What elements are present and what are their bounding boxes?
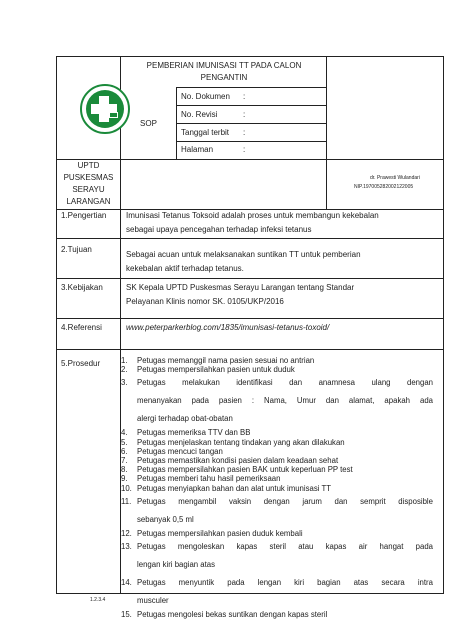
procedure-step-text: Petugas memastikan kondisi pasien dalam keadaan sehat xyxy=(137,456,339,466)
procedure-step-number: 9. xyxy=(121,474,128,484)
procedure-step xyxy=(121,456,433,465)
procedure-step-text: Petugas memeriksa TTV dan BB xyxy=(137,428,251,438)
section-referensi-label: 4.Referensi xyxy=(61,323,102,332)
header-bottom-line xyxy=(57,159,443,160)
procedure-list xyxy=(121,356,433,619)
section-referensi-link[interactable]: www.peterparkerblog.com/1835/imunisasi-tetanus-toxoid/ xyxy=(126,323,330,332)
body-row-line-4 xyxy=(57,349,443,350)
doc-title-line1: PEMBERIAN IMUNISASI TT PADA CALON xyxy=(146,61,302,70)
procedure-step-number: 6. xyxy=(121,446,128,456)
sop-label: SOP xyxy=(140,119,157,128)
procedure-step-continuation: lengan kiri bagian atas xyxy=(137,560,216,570)
field-tanggal-terbit-sep: : xyxy=(243,128,246,137)
procedure-step-number: 15. xyxy=(121,610,132,620)
org-line-2: PUSKESMAS xyxy=(63,173,114,182)
field-halaman-sep: : xyxy=(243,145,246,154)
section-tujuan-line1: Sebagai acuan untuk melaksanakan suntikan TT untuk pemberian xyxy=(126,250,361,259)
doc-title-line2: PENGANTIN xyxy=(200,73,248,82)
org-line-4: LARANGAN xyxy=(66,197,111,206)
body-row-line-1 xyxy=(57,238,443,239)
procedure-step-number: 14. xyxy=(121,578,132,588)
procedure-step xyxy=(121,610,433,619)
row-line-4 xyxy=(176,141,326,142)
procedure-step-number: 4. xyxy=(121,428,128,438)
signature-divider xyxy=(326,159,327,209)
procedure-step xyxy=(121,474,433,483)
procedure-step xyxy=(121,574,433,610)
procedure-step-number: 8. xyxy=(121,465,128,475)
procedure-step-continuation: menanyakan pada pasien : Nama, Umur dan alamat, apakah ada xyxy=(137,396,433,406)
procedure-step-number: 5. xyxy=(121,437,128,447)
procedure-step-number: 13. xyxy=(121,542,132,552)
body-row-line-2 xyxy=(57,278,443,279)
field-no-dokumen-sep: : xyxy=(243,92,246,101)
procedure-step-text: Petugas mempersilahkan pasien duduk kembali xyxy=(137,528,303,538)
section-tujuan-line2: kekebalan aktif terhadap tetanus. xyxy=(126,264,244,273)
procedure-step-text: Petugas menyuntik pada lengan kiri bagian atas secara intra xyxy=(137,578,433,588)
org-line-3: SERAYU xyxy=(72,185,105,194)
field-halaman-label: Halaman xyxy=(181,145,214,154)
section-prosedur-label: 5.Prosedur xyxy=(61,359,101,368)
procedure-step xyxy=(121,428,433,437)
page-code: 1.2.3.4 xyxy=(90,597,106,603)
section-kebijakan-line1: SK Kepala UPTD Puskesmas Serayu Larangan tentang Standar xyxy=(126,283,355,292)
field-no-revisi-label: No. Revisi xyxy=(181,110,218,119)
procedure-step-number: 1. xyxy=(121,356,128,365)
section-tujuan-label: 2.Tujuan xyxy=(61,245,92,254)
section-pengertian-line1: Imunisasi Tetanus Toksoid adalah proses untuk membangun kekebalan xyxy=(126,211,379,220)
procedure-step-text: Petugas mengolesi bekas suntikan dengan kapas steril xyxy=(137,610,328,620)
procedure-step-continuation: musculer xyxy=(137,596,169,606)
row-line-2 xyxy=(176,105,326,106)
section-kebijakan-label: 3.Kebijakan xyxy=(61,283,103,292)
field-no-revisi-sep: : xyxy=(243,110,246,119)
procedure-step-text: Petugas menyiapkan bahan dan alat untuk imunisasi TT xyxy=(137,483,332,493)
procedure-step-continuation: alergi terhadap obat-obatan xyxy=(137,414,233,424)
procedure-step-number: 2. xyxy=(121,365,128,375)
section-kebijakan-line2: Pelayanan Klinis nomor SK. 0105/UKP/2016 xyxy=(126,297,284,306)
procedure-step xyxy=(121,438,433,447)
procedure-step xyxy=(121,447,433,456)
procedure-step xyxy=(121,493,433,529)
procedure-step xyxy=(121,538,433,574)
procedure-step xyxy=(121,529,433,538)
row-line-1 xyxy=(176,87,326,88)
procedure-step-text: Petugas menjelaskan tentang tindakan yang akan dilakukan xyxy=(137,437,345,447)
body-row-line-3 xyxy=(57,318,443,319)
procedure-step-text: Petugas mempersilahkan pasien untuk duduk xyxy=(137,365,295,375)
section-pengertian-label: 1.Pengertian xyxy=(61,211,107,220)
procedure-step xyxy=(121,484,433,493)
procedure-step-text: Petugas melakukan identifikasi dan anamnesa ulang dengan xyxy=(137,378,433,388)
procedure-step-text: Petugas memberi tahu hasil pemeriksaan xyxy=(137,474,281,484)
procedure-step-number: 7. xyxy=(121,456,128,466)
procedure-step-text: Petugas memanggil nama pasien sesuai no antrian xyxy=(137,356,315,365)
procedure-step-number: 12. xyxy=(121,528,132,538)
procedure-step xyxy=(121,465,433,474)
field-no-dokumen-label: No. Dokumen xyxy=(181,92,230,101)
signer-nip: NIP.197005282002122005 xyxy=(354,184,414,190)
procedure-step-text: Petugas mempersilahkan pasien BAK untuk keperluan PP test xyxy=(137,465,353,475)
procedure-step-number: 11. xyxy=(121,496,132,506)
procedure-step-text: Petugas mengoleskan kapas steril atau kapas air hangat pada xyxy=(137,542,433,552)
procedure-step xyxy=(121,365,433,374)
org-line-1: UPTD xyxy=(77,161,100,170)
field-tanggal-terbit-label: Tanggal terbit xyxy=(181,128,230,137)
procedure-step-number: 3. xyxy=(121,378,128,388)
procedure-step xyxy=(121,374,433,428)
procedure-step-text: Petugas mencuci tangan xyxy=(137,446,223,456)
procedure-step-number: 10. xyxy=(121,483,132,493)
signer-name: dr. Prawesti Wulandari xyxy=(370,175,420,181)
procedure-step xyxy=(121,356,433,365)
section-pengertian-line2: sebagai upaya pencegahan terhadap infeksi tetanus xyxy=(126,225,312,234)
procedure-step-text: Petugas mengambil vaksin dengan jarum dan semprit disposible xyxy=(137,496,433,506)
header-end-line xyxy=(57,209,443,210)
row-line-3 xyxy=(176,123,326,124)
procedure-step-continuation: sebanyak 0,5 ml xyxy=(137,514,194,524)
